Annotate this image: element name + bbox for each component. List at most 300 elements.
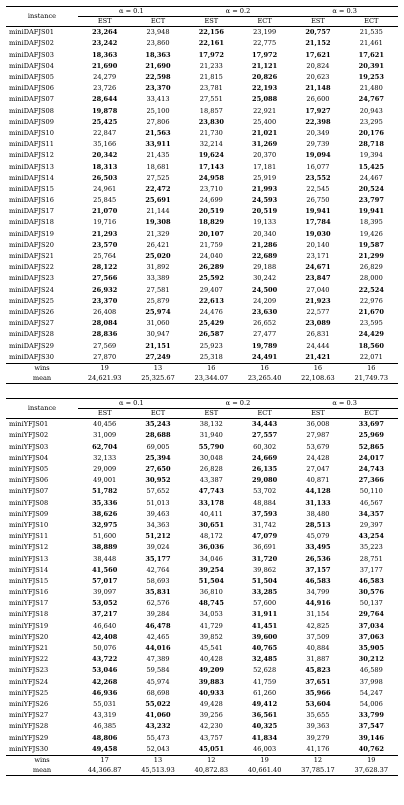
table-row	[6, 296, 398, 307]
table-cell: 33,413	[146, 95, 170, 104]
instance-name: miniYFJS27	[9, 711, 49, 720]
table-cell: 59,584	[146, 666, 170, 675]
table-cell: 27,650	[145, 465, 171, 474]
table-cell: 26,932	[92, 285, 118, 294]
table-cell: 31,887	[306, 655, 330, 664]
instance-name: miniYFJS30	[9, 744, 49, 753]
instance-name: miniDAFJS10	[9, 128, 54, 137]
table-cell: 23,242	[92, 39, 118, 48]
table-cell: 39,254	[198, 565, 224, 574]
table-cell: 20,943	[359, 106, 383, 115]
table-cell: 18,681	[146, 162, 170, 171]
table-cell: 23,781	[199, 84, 223, 93]
table-row	[6, 105, 398, 116]
table-cell: 24,500	[252, 285, 278, 294]
table-cell: 23,630	[252, 307, 278, 316]
table-row	[6, 251, 398, 262]
table-row	[6, 609, 398, 620]
instance-name: miniYFJS28	[9, 722, 49, 731]
instance-name: miniYFJS02	[9, 431, 49, 440]
table-cell: 35,905	[358, 644, 384, 653]
table-cell: 41,560	[92, 565, 118, 574]
table-cell: 17,972	[198, 50, 224, 59]
table-cell: 49,209	[198, 666, 224, 675]
table-cell: 39,279	[306, 733, 330, 742]
table-cell: 17,621	[358, 50, 384, 59]
table-cell: 22,472	[145, 184, 171, 193]
table-cell: 22,545	[306, 184, 330, 193]
alpha-header: α = 0.3	[291, 7, 398, 17]
table-cell: 20,519	[198, 207, 224, 216]
table-cell: 33,495	[305, 543, 331, 552]
table-cell: 57,600	[253, 599, 277, 608]
table-cell: 46,589	[359, 666, 383, 675]
instance-name: miniYFJS01	[9, 420, 49, 429]
table-cell: 22,689	[252, 252, 278, 261]
table-row	[6, 172, 398, 183]
table-cell: 46,003	[253, 744, 277, 753]
wins-label: wins	[6, 755, 78, 765]
table-row	[6, 542, 398, 553]
table-cell: 16,077	[306, 162, 330, 171]
instance-name: miniYFJS24	[9, 677, 49, 686]
table-row	[6, 206, 398, 217]
table-cell: 40,428	[199, 655, 223, 664]
est-header: EST	[185, 409, 238, 419]
table-cell: 35,966	[305, 688, 331, 697]
table-row	[6, 262, 398, 273]
table-cell: 19,253	[358, 73, 384, 82]
instance-name: miniYFJS12	[9, 543, 49, 552]
table-cell: 20,340	[253, 229, 277, 238]
wins-cell: 16	[291, 363, 344, 373]
table-cell: 17,621	[305, 50, 331, 59]
table-cell: 31,720	[252, 554, 278, 563]
table-cell: 22,847	[93, 128, 117, 137]
table-cell: 41,176	[306, 744, 330, 753]
table-row	[6, 318, 398, 329]
table-row	[6, 351, 398, 363]
table-cell: 20,370	[253, 151, 277, 160]
table-cell: 29,397	[359, 520, 383, 529]
table-row	[6, 240, 398, 251]
table-cell: 26,421	[146, 240, 170, 249]
table-cell: 18,560	[358, 341, 384, 350]
instance-name: miniYFJS20	[9, 632, 49, 641]
table-cell: 25,764	[93, 252, 117, 261]
table-cell: 29,188	[253, 263, 277, 272]
table-cell: 39,146	[358, 733, 384, 742]
table-cell: 23,948	[146, 28, 170, 37]
table-cell: 51,212	[145, 532, 171, 541]
table-cell: 39,852	[199, 632, 223, 641]
table-cell: 33,697	[358, 420, 384, 429]
table-cell: 23,570	[92, 240, 118, 249]
table-cell: 44,016	[145, 644, 171, 653]
table-cell: 21,121	[252, 61, 278, 70]
table-cell: 55,790	[198, 442, 224, 451]
alpha-header: α = 0.1	[78, 399, 185, 409]
table-row	[6, 620, 398, 631]
table-cell: 35,223	[359, 543, 383, 552]
alpha-header-row	[6, 399, 398, 409]
table-cell: 46,567	[359, 498, 383, 507]
table-cell: 43,722	[92, 655, 118, 664]
table-cell: 34,046	[199, 554, 223, 563]
table-cell: 37,177	[359, 565, 383, 574]
table-cell: 31,009	[93, 431, 117, 440]
table-row	[6, 27, 398, 39]
table-cell: 42,825	[306, 621, 330, 630]
table-cell: 34,357	[358, 509, 384, 518]
table-cell: 30,212	[358, 655, 384, 664]
table-cell: 24,040	[199, 252, 223, 261]
table-row	[6, 430, 398, 441]
table-row	[6, 676, 398, 687]
instance-name: miniYFJS05	[9, 465, 49, 474]
table-cell: 61,260	[253, 688, 277, 697]
instance-name: miniDAFJS02	[9, 39, 54, 48]
table-cell: 30,651	[198, 520, 224, 529]
wins-cell: 19	[238, 755, 291, 765]
table-row	[6, 273, 398, 284]
mean-cell: 40,661.40	[238, 765, 291, 775]
mean-label: mean	[6, 373, 78, 383]
table-cell: 54,247	[359, 688, 383, 697]
instance-name: miniYFJS06	[9, 476, 49, 485]
table-cell: 40,325	[252, 722, 278, 731]
table-cell: 24,961	[93, 184, 117, 193]
table-row	[6, 576, 398, 587]
table-cell: 19,624	[198, 151, 224, 160]
table-cell: 17,181	[253, 162, 277, 171]
table-row	[6, 329, 398, 340]
wins-cell: 19	[78, 363, 131, 373]
table-row	[6, 699, 398, 710]
table-cell: 21,923	[305, 296, 331, 305]
table-cell: 41,729	[199, 621, 223, 630]
instance-name: miniYFJS21	[9, 644, 49, 653]
table-cell: 39,463	[146, 509, 170, 518]
table-cell: 40,456	[93, 420, 117, 429]
table-cell: 21,152	[305, 39, 331, 48]
table-cell: 31,940	[199, 431, 223, 440]
table-cell: 43,757	[199, 733, 223, 742]
table-cell: 39,024	[146, 543, 170, 552]
table-cell: 41,451	[252, 621, 278, 630]
instance-name: miniDAFJS11	[9, 140, 54, 149]
wins-row	[6, 755, 398, 765]
table-cell: 30,947	[146, 330, 170, 339]
ect-header: ECT	[131, 409, 184, 419]
table-cell: 19,789	[252, 341, 278, 350]
table-cell: 39,363	[306, 722, 330, 731]
table-row	[6, 49, 398, 60]
table-cell: 17,972	[252, 50, 278, 59]
table-row	[6, 161, 398, 172]
table-cell: 25,088	[252, 95, 278, 104]
table-cell: 29,407	[199, 285, 223, 294]
instance-name: miniYFJS18	[9, 610, 49, 619]
table-cell: 23,860	[146, 39, 170, 48]
table-cell: 55,022	[145, 699, 171, 708]
table-row	[6, 61, 398, 72]
table-cell: 31,133	[305, 498, 331, 507]
table-cell: 24,743	[358, 465, 384, 474]
table-cell: 37,998	[359, 677, 383, 686]
table-row	[6, 564, 398, 575]
instance-name: miniYFJS19	[9, 621, 49, 630]
table-cell: 20,349	[306, 128, 330, 137]
wins-label: wins	[6, 363, 78, 373]
table-row	[6, 654, 398, 665]
table-cell: 41,759	[253, 677, 277, 686]
instance-name: miniYFJS10	[9, 520, 49, 529]
table-cell: 19,094	[305, 151, 331, 160]
instance-name: miniYFJS23	[9, 666, 49, 675]
mean-cell: 23,344.07	[185, 373, 238, 383]
table-cell: 20,524	[358, 184, 384, 193]
table-cell: 43,387	[199, 476, 223, 485]
table-cell: 47,743	[198, 487, 224, 496]
table-cell: 39,097	[93, 588, 117, 597]
table-row	[6, 195, 398, 206]
table-cell: 19,941	[305, 207, 331, 216]
table-row	[6, 721, 398, 732]
table-cell: 57,017	[92, 576, 118, 585]
table-cell: 34,363	[146, 520, 170, 529]
table-cell: 21,233	[199, 61, 223, 70]
table-cell: 27,806	[146, 117, 170, 126]
table-row	[6, 83, 398, 94]
table-cell: 29,739	[306, 140, 330, 149]
table-cell: 24,767	[358, 95, 384, 104]
table-cell: 26,135	[252, 465, 278, 474]
table-cell: 60,302	[253, 442, 277, 451]
instance-name: miniDAFJS09	[9, 117, 54, 126]
table-cell: 18,829	[198, 218, 224, 227]
table-yfjs	[6, 398, 398, 776]
table-cell: 40,884	[306, 644, 330, 653]
table-cell: 51,013	[146, 498, 170, 507]
table-cell: 26,289	[198, 263, 224, 272]
table-cell: 25,923	[199, 341, 223, 350]
instance-name: miniYFJS26	[9, 699, 49, 708]
table-cell: 23,830	[198, 117, 224, 126]
table-row	[6, 743, 398, 755]
table-cell: 25,845	[93, 196, 117, 205]
table-cell: 36,561	[252, 711, 278, 720]
table-cell: 37,217	[92, 610, 118, 619]
table-cell: 19,308	[145, 218, 171, 227]
table-cell: 22,156	[198, 28, 224, 37]
table-cell: 17,784	[305, 218, 331, 227]
table-cell: 29,009	[93, 465, 117, 474]
table-cell: 55,473	[146, 733, 170, 742]
alpha-header: α = 0.2	[185, 7, 292, 17]
table-cell: 21,148	[305, 84, 331, 93]
instance-name: miniDAFJS27	[9, 319, 54, 328]
table-cell: 38,480	[306, 509, 330, 518]
table-cell: 24,428	[306, 453, 330, 462]
table-cell: 24,671	[305, 263, 331, 272]
table-cell: 24,476	[199, 307, 223, 316]
table-cell: 20,623	[306, 73, 330, 82]
table-cell: 38,448	[93, 554, 117, 563]
table-cell: 27,249	[145, 352, 171, 361]
table-cell: 27,557	[252, 431, 278, 440]
table-cell: 35,243	[145, 420, 171, 429]
table-cell: 25,879	[146, 296, 170, 305]
table-cell: 29,764	[358, 610, 384, 619]
table-cell: 28,751	[359, 554, 383, 563]
table-cell: 40,411	[199, 509, 223, 518]
table-cell: 53,046	[92, 666, 118, 675]
table-cell: 50,137	[359, 599, 383, 608]
table-cell: 57,652	[146, 487, 170, 496]
table-cell: 34,443	[252, 420, 278, 429]
table-cell: 20,140	[306, 240, 330, 249]
table-cell: 53,679	[306, 442, 330, 451]
table-cell: 18,395	[359, 218, 383, 227]
instance-name: miniDAFJS30	[9, 352, 54, 361]
ect-header: ECT	[238, 17, 291, 27]
table-row	[6, 486, 398, 497]
table-cell: 37,651	[305, 677, 331, 686]
table-cell: 40,762	[358, 744, 384, 753]
mean-label: mean	[6, 765, 78, 775]
table-row	[6, 72, 398, 83]
table-cell: 26,828	[199, 465, 223, 474]
table-cell: 23,199	[253, 28, 277, 37]
table-cell: 25,425	[92, 117, 118, 126]
ect-header: ECT	[345, 409, 398, 419]
table-cell: 23,710	[199, 184, 223, 193]
table-cell: 22,613	[198, 296, 224, 305]
table-cell: 50,076	[93, 644, 117, 653]
table-cell: 42,408	[92, 632, 118, 641]
table-cell: 18,857	[199, 106, 223, 115]
table-cell: 39,862	[253, 565, 277, 574]
table-cell: 21,993	[252, 184, 278, 193]
instance-name: miniDAFJS01	[9, 28, 54, 37]
table-cell: 51,600	[93, 532, 117, 541]
table-row	[6, 441, 398, 452]
instance-name: miniDAFJS08	[9, 106, 54, 115]
instance-name: miniDAFJS06	[9, 84, 54, 93]
table-cell: 22,524	[358, 285, 384, 294]
table-cell: 34,799	[306, 588, 330, 597]
wins-cell: 16	[238, 363, 291, 373]
table-cell: 28,084	[92, 319, 118, 328]
wins-cell: 17	[78, 755, 131, 765]
table-cell: 23,171	[306, 252, 330, 261]
table-cell: 23,726	[93, 84, 117, 93]
table-cell: 21,563	[145, 128, 171, 137]
instance-name: miniDAFJS26	[9, 307, 54, 316]
table-cell: 26,652	[253, 319, 277, 328]
instance-name: miniYFJS03	[9, 442, 49, 451]
table-cell: 23,552	[305, 173, 331, 182]
table-cell: 40,871	[306, 476, 330, 485]
table-cell: 35,336	[92, 498, 118, 507]
table-cell: 62,704	[92, 442, 118, 451]
table-cell: 31,154	[306, 610, 330, 619]
table-row	[6, 643, 398, 654]
table-row	[6, 228, 398, 239]
instance-name: miniYFJS17	[9, 599, 49, 608]
table-cell: 28,836	[92, 330, 118, 339]
table-cell: 49,001	[93, 476, 117, 485]
table-row	[6, 94, 398, 105]
table-cell: 32,975	[92, 520, 118, 529]
table-cell: 26,829	[359, 263, 383, 272]
est-header: EST	[185, 17, 238, 27]
table-cell: 31,742	[253, 520, 277, 529]
table-cell: 48,884	[253, 498, 277, 507]
mean-cell: 37,628.37	[345, 765, 398, 775]
table-cell: 20,826	[252, 73, 278, 82]
alpha-header: α = 0.3	[291, 399, 398, 409]
instance-name: miniYFJS29	[9, 733, 49, 742]
table-row	[6, 688, 398, 699]
table-cell: 40,765	[252, 644, 278, 653]
table-cell: 35,166	[93, 140, 117, 149]
table-cell: 21,461	[359, 39, 383, 48]
table-cell: 37,509	[306, 632, 330, 641]
table-cell: 20,824	[306, 61, 330, 70]
table-cell: 35,831	[145, 588, 171, 597]
table-cell: 22,577	[306, 307, 330, 316]
table-cell: 45,974	[146, 677, 170, 686]
table-cell: 27,477	[253, 330, 277, 339]
table-cell: 21,070	[92, 207, 118, 216]
table-cell: 42,764	[146, 565, 170, 574]
table-cell: 21,690	[145, 61, 171, 70]
table-cell: 26,750	[306, 196, 330, 205]
table-cell: 21,480	[359, 84, 383, 93]
instance-header: instance	[6, 399, 78, 419]
table-cell: 44,128	[305, 487, 331, 496]
wins-cell: 13	[131, 755, 184, 765]
table-row	[6, 732, 398, 743]
table-cell: 36,036	[198, 543, 224, 552]
mean-cell: 44,366.87	[78, 765, 131, 775]
mean-cell: 22,108.63	[291, 373, 344, 383]
instance-name: miniDAFJS12	[9, 151, 54, 160]
table-cell: 37,157	[305, 565, 331, 574]
table-cell: 38,132	[199, 420, 223, 429]
table-cell: 37,034	[358, 621, 384, 630]
table-cell: 25,020	[145, 252, 171, 261]
est-header: EST	[291, 409, 344, 419]
table-cell: 33,285	[252, 588, 278, 597]
table-cell: 31,269	[252, 140, 278, 149]
table-row	[6, 453, 398, 464]
table-cell: 26,408	[93, 307, 117, 316]
table-cell: 33,389	[146, 274, 170, 283]
table-cell: 41,060	[145, 711, 171, 720]
table-cell: 46,478	[145, 621, 171, 630]
table-cell: 24,491	[252, 352, 278, 361]
table-cell: 24,017	[358, 453, 384, 462]
table-cell: 23,797	[358, 196, 384, 205]
table-cell: 47,389	[146, 655, 170, 664]
alpha-header: α = 0.1	[78, 7, 185, 17]
table-cell: 37,547	[358, 722, 384, 731]
table-cell: 23,370	[145, 84, 171, 93]
table-cell: 25,969	[358, 431, 384, 440]
